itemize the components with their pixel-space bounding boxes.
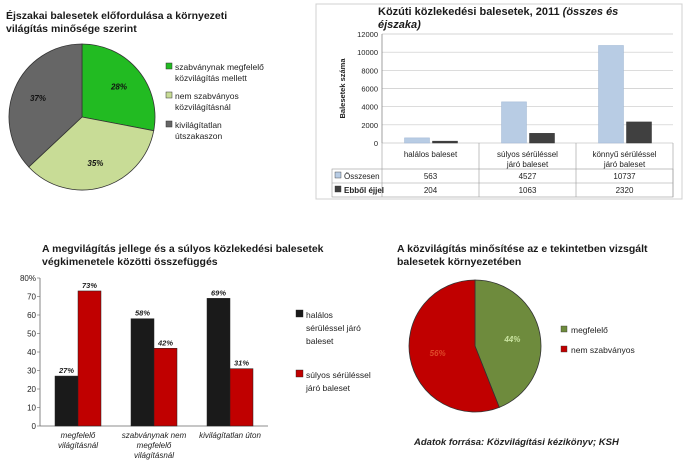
chart3-xtick-0-line: világításnál bbox=[57, 441, 99, 450]
chart1-legend-label-1-line: nem szabványos bbox=[175, 91, 239, 101]
chart3-legend-label-1-line: súlyos sérüléssel bbox=[306, 370, 371, 380]
chart3-ytick-1: 10 bbox=[27, 403, 36, 413]
chart2-ytick-1: 2000 bbox=[361, 120, 378, 130]
chart1-legend-label-2-line: útszakaszon bbox=[175, 131, 223, 141]
chart2-ytick-2: 4000 bbox=[361, 102, 378, 112]
chart3-bar-s0-c1 bbox=[131, 319, 154, 426]
chart2-bar-s1-c1 bbox=[530, 133, 555, 143]
chart3-ytick-3: 30 bbox=[27, 366, 36, 376]
chart1-slice-label-0: 28% bbox=[110, 82, 127, 92]
chart2-bar-s0-c1 bbox=[502, 102, 527, 143]
chart1-legend-label-0 bbox=[175, 62, 264, 83]
chart3-ytick-7: 70 bbox=[27, 292, 36, 302]
chart1-pie bbox=[9, 44, 264, 190]
chart2-table-rowname-0: Összesen bbox=[344, 172, 380, 181]
chart3-ytick-6: 60 bbox=[27, 311, 36, 320]
chart1-legend-swatch-2 bbox=[166, 121, 172, 127]
chart3-bar-label-s1-c2: 31% bbox=[233, 358, 250, 368]
chart4-legend-label-1: nem szabványos bbox=[571, 345, 635, 355]
chart4-title: A közvilágítás minősítése az e tekintetben vizsgált balesetek környezetében bbox=[397, 243, 648, 268]
chart1-legend-label-2 bbox=[175, 120, 223, 141]
chart3-legend-label-0-line: halálos bbox=[306, 310, 333, 320]
chart2-xtick-1-line: járó baleset bbox=[506, 160, 549, 169]
chart2-xtick-2-line: könnyű sérüléssel bbox=[592, 150, 657, 159]
chart2-bar-s1-c2 bbox=[627, 122, 652, 143]
chart2-xtick-1-line: súlyos sérüléssel bbox=[497, 150, 558, 159]
chart1-legend-label-0-line: közvilágítás mellett bbox=[175, 73, 247, 83]
chart3-bar-s1-c0 bbox=[78, 291, 101, 426]
chart2-table-swatch-1 bbox=[335, 186, 341, 192]
chart3-legend-label-1-line: járó baleset bbox=[306, 383, 350, 393]
chart3-xtick-0 bbox=[58, 431, 98, 450]
chart1-slice-label-1: 35% bbox=[87, 159, 104, 169]
chart2-bar-s0-c0 bbox=[405, 138, 430, 143]
chart2-table-cell-r0-c1: 4527 bbox=[518, 172, 537, 181]
chart2-xtick-0 bbox=[404, 150, 458, 159]
chart2-table-cell-r1-c0: 204 bbox=[423, 186, 438, 195]
chart3-legend-swatch-1 bbox=[296, 370, 303, 377]
chart3-legend-label-0-line: baleset bbox=[306, 336, 334, 346]
chart3-bar-s0-c2 bbox=[207, 298, 230, 426]
chart1-legend-label-1-line: közvilágításnál bbox=[175, 102, 231, 112]
chart2-table-cell-r0-c2: 10737 bbox=[613, 172, 636, 181]
chart3-xtick-1 bbox=[122, 431, 187, 460]
chart4-legend-label-0: megfelelő bbox=[571, 325, 608, 335]
chart2-table-swatch-0 bbox=[335, 172, 341, 178]
chart4-legend-swatch-1 bbox=[561, 346, 567, 352]
source-note: Adatok forrása: Közvilágítási kézikönyv; KSH bbox=[414, 437, 619, 448]
chart4-legend-swatch-0 bbox=[561, 326, 567, 332]
chart1-legend-label-1 bbox=[175, 91, 239, 112]
chart3-xtick-1-line: világításnál bbox=[133, 451, 175, 460]
chart2-bar bbox=[332, 30, 673, 197]
chart2-xtick-2-line: járó baleset bbox=[603, 160, 646, 169]
chart3-ytick-2: 20 bbox=[27, 385, 36, 394]
chart2-xtick-1 bbox=[497, 150, 558, 169]
chart3-legend-swatch-0 bbox=[296, 310, 303, 317]
chart3-xtick-0-line: megfelelő bbox=[60, 431, 96, 440]
chart2-ytick-5: 10000 bbox=[357, 48, 378, 58]
chart2-xtick-0-line: halálos baleset bbox=[403, 150, 458, 159]
chart3-title: A megvilágítás jellege és a súlyos közlekedési balesetek végkimenetele közötti összefüggés bbox=[42, 243, 324, 268]
chart4-slice-label-0: 44% bbox=[504, 334, 521, 344]
chart2-ytick-3: 6000 bbox=[361, 84, 378, 94]
chart2-ytick-0: 0 bbox=[373, 139, 378, 148]
chart3-bar-s0-c0 bbox=[55, 376, 78, 426]
chart1-title: Éjszakai balesetek előfordulása a környezeti világítás minősége szerint bbox=[6, 10, 228, 35]
chart3-bar-label-s1-c1: 42% bbox=[157, 338, 174, 348]
chart2-table-cell-r0-c0: 563 bbox=[423, 172, 438, 181]
chart3-xtick-2-line: kivilágítatlan úton bbox=[199, 431, 261, 440]
chart4-pie bbox=[409, 280, 635, 412]
chart2-title-suffix: (összes és éjszaka) bbox=[378, 6, 619, 31]
chart2-ytick-4: 8000 bbox=[361, 66, 378, 76]
chart3-bar-label-s0-c1: 58% bbox=[134, 308, 151, 318]
chart3-bar-s1-c1 bbox=[154, 348, 177, 426]
chart3-xtick-1-line: megfelelő bbox=[136, 441, 172, 450]
chart3-legend-label-0 bbox=[306, 310, 361, 346]
chart3-ytick-0: 0 bbox=[31, 422, 36, 431]
chart1-legend-swatch-0 bbox=[166, 63, 172, 69]
chart3-bar-label-s1-c0: 73% bbox=[81, 280, 98, 290]
chart3-bar-s1-c2 bbox=[230, 369, 253, 426]
chart2-ytick-6: 12000 bbox=[357, 30, 378, 39]
chart3-xtick-1-line: szabványnak nem bbox=[121, 431, 187, 440]
chart2-ylabel: Balesetek száma bbox=[338, 58, 347, 119]
chart2-title-main: Közúti közlekedési balesetek, 2011 bbox=[378, 6, 560, 18]
chart3-legend-label-1 bbox=[305, 370, 371, 393]
chart2-bar-s1-c0 bbox=[433, 141, 458, 143]
chart3-ytick-5: 50 bbox=[27, 329, 36, 339]
chart1-legend-label-0-line: szabványnak megfelelő bbox=[175, 62, 264, 72]
chart1-legend-swatch-1 bbox=[166, 92, 172, 98]
chart2-table-cell-r1-c2: 2320 bbox=[615, 186, 634, 195]
chart3-ytick-8: 80% bbox=[19, 274, 36, 283]
chart3-bar bbox=[20, 274, 371, 460]
chart3-bar-label-s0-c0: 27% bbox=[58, 366, 75, 376]
chart3-xtick-2 bbox=[199, 431, 261, 440]
chart3-ytick-4: 40 bbox=[27, 348, 36, 357]
chart1-slice-label-2: 37% bbox=[29, 93, 46, 103]
chart2-xtick-2 bbox=[592, 150, 656, 169]
chart4-slice-label-1: 56% bbox=[429, 349, 446, 359]
chart2-table-rowname-1: Ebből éjjel bbox=[344, 186, 385, 195]
chart1-legend-label-2-line: kivilágítatlan bbox=[175, 120, 222, 130]
chart3-bar-label-s0-c2: 69% bbox=[210, 288, 227, 298]
chart2-table-cell-r1-c1: 1063 bbox=[518, 186, 537, 195]
chart2-bar-s0-c2 bbox=[599, 45, 624, 143]
chart3-legend-label-0-line: sérüléssel járó bbox=[306, 323, 361, 333]
